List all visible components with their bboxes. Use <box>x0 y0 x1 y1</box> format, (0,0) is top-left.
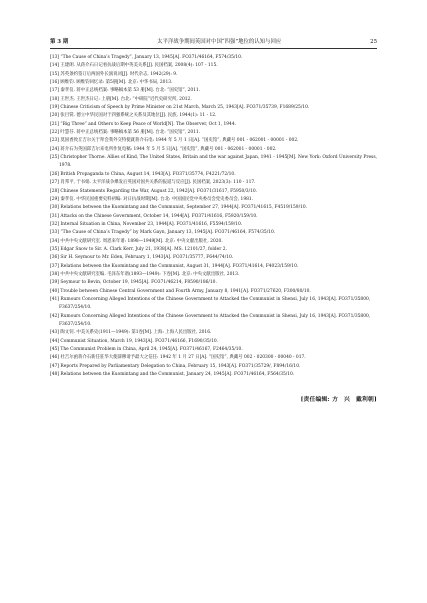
reference-list <box>50 54 377 379</box>
reference-item: [27] 肖邦平, 于书娟. 太平洋战争爆发后英国对国共关系的报道与反应[J]. 民国档案, 2023(3): 110 - 117. <box>50 180 256 186</box>
responsible-editor: [责任编辑: 方 兴 戴利朝] <box>300 397 377 404</box>
reference-item: [31] Attacks on the Chinese Government, October 14, 1944[A]. FO371/41616, F5920/159/10. <box>50 213 258 219</box>
reference-item: [14] 王建朗. 从蒋介石日记看抗战后期中英美关系[J]. 民国档案, 2008(4): 107 - 115. <box>50 63 218 69</box>
page-number: 25 <box>370 39 377 45</box>
reference-item: [30] Relations between the Kuomintang and the Communist, September 27, 1944[A]. FO371/41615, F4519/159/10. <box>50 205 308 211</box>
reference-item: [13] “The Cause of China’s Tragedy”, January 13, 1945[A]. FO371/46164, F574/35/10. <box>50 55 243 60</box>
reference-item: [34] 中共中央文献研究室. 周恩来年谱: 1898—1949[M]. 北京: 中央文献出版社, 2020. <box>50 238 223 244</box>
reference-item: [40] Trouble between Chinese Central Government and Fourth Army, January 8, 1941[A]. FO371/27620, F300/80/10. <box>50 288 311 294</box>
reference-item: [20] 张目铣. 德立中华民国对于四强系统之关系及其地位[J]. 民族, 1944(1): 11 - 12. <box>50 113 217 119</box>
reference-item: [26] British Propaganda to China, August 14, 1943[A]. FO371/35774, F4221/72/10. <box>50 171 236 177</box>
reference-item: [23] 莫国香致丘吉尔关于拜会我外交特使就蒋介石电: 1944 年 5 月 1 日[A]. “国史馆”, 典藏号 001 - 062001 - 00001 - 002. <box>50 138 299 144</box>
reference-item: [15] 苏英条约签订后两国外长演说词[J]. 时代杂志, 1942(29): 9. <box>50 71 178 77</box>
running-title: 太平洋战争期间英国对中国“四强”地位的认知与回应 <box>157 39 282 45</box>
reference-item: [45] The Communist Problem in China, April 24, 1945[A]. FO371/46167, F2464/35/10. <box>50 347 243 353</box>
reference-item: [43] 陶文钊. 中美关系史(1911—1949): 第1卷[M]. 上海: 上海人民出版社, 2016. <box>50 330 212 336</box>
reference-item: [41] Rumours Concerning Alleged Intentions of the Chinese Government to Attacked the Communist in Shensi, July 16, 1943[A]. FO371/35800, F3637/254/10. <box>50 296 371 311</box>
issue-number: 第 3 期 <box>50 39 69 45</box>
reference-item: [16] 顾维钧. 顾维钧回忆录: 第5册[M]. 北京: 中华书局, 2013. <box>50 80 173 86</box>
reference-item: [39] Seymour to Bevin, October 19, 1945[A]. FO371/46214, F8590/186/10. <box>50 280 217 286</box>
reference-item: [19] Chinese Criticism of Speech by Prime Minister on 21st March, March 25, 1943[A]. FO371/35739, F1689/25/10. <box>50 105 310 111</box>
reference-item: [47] Reports Prepared by Parliamentary Delegation to China, February 15, 1943[A]. FO371/35729/, F894/16/10. <box>50 363 301 369</box>
reference-item: [17] 秦孝仪. 蒋中正总统档案: 事略稿本第 53 册[M]. 台北: “国史馆”, 2011. <box>50 88 201 94</box>
page-header <box>50 39 377 49</box>
reference-item: [38] 中共中央文献研究室编. 毛泽东年谱(1893—1949): 下卷[M]. 北京: 中央文献出版社, 2013. <box>50 271 240 277</box>
reference-item: [32] Internal Situation in China, November 23, 1944[A]. FO371/41616, F5594/159/10. <box>50 221 243 227</box>
reference-item: [42] Rumours Concerning Alleged Intentions of the Chinese Government to Attacked the Communist in Shensi, July 16, 1943[A]. FO371/35800, F3637/254/10. <box>50 313 371 327</box>
reference-item: [24] 蒋介石为英国邱吉尔来电所作复电稿: 1944 年 5 月 5 日[A]. “国史馆”, 典藏号 001 - 062001 - 00001 - 002. <box>50 146 277 152</box>
reference-item: [36] Sir H. Seymour to Mr. Eden, February 1, 1943[A]. FO371/35777, F644/74/10. <box>50 255 234 261</box>
reference-item: [35] Edgar Snow to Sir. A. Clark Kerr, July 21, 1938[A]. MS. 12101/27, folder 2. <box>50 246 227 252</box>
reference-item: [21] “Big Three” and Others to Keep Peace of World[N]. The Observer, Oct 1, 1944. <box>50 121 237 127</box>
reference-item: [46] 杜吉尔函蒋介石新任驻华大使薛穆请予最大之信任: 1942 年 1 月 27 日[A]. “国史馆”, 典藏号 002 - 020300 - 00040 - 017. <box>50 355 306 361</box>
reference-item: [37] Relations between the Kuomintang and the Communist, August 31, 1944[A]. FO371/41614, F4023/159/10. <box>50 263 299 269</box>
reference-item: [18] 王世杰. 王世杰日记: 上册[M]. 台北: “中研院”近代史研究所, 2012. <box>50 96 192 102</box>
reference-item: [44] Communist Situation, March 19, 1943[A]. FO371/46166, F1690/35/10. <box>50 338 219 344</box>
reference-item: [33] “The Cause of China’s Tragedy” by Mark Gayn, January 13, 1945[A]. FO371/46164, F574/35/10. <box>50 230 276 236</box>
reference-item: [25] Christopher Thorne. Allies of Kind, The United States, Britain and the war against Japan, 1941 - 1945[M]. New York: Oxford University Press, 1978. <box>50 155 377 169</box>
reference-item: [28] Chinese Statements Regarding the War, August 22, 1942[A]. FO371/31617, F5950/3/10. <box>50 188 258 194</box>
reference-item: [22] 叶慧芬. 蒋中正总统档案: 事略稿本第 56 册[M]. 台北: “国史馆”, 2011. <box>50 130 201 136</box>
reference-item: [29] 秦孝仪. 中华民国重要史料初编: 对日抗战时期[M]. 台北: 中国国民党中央委员会党史委员会, 1981. <box>50 196 254 202</box>
reference-item: [48] Relations between the Kuomintang and the Communist, January 24, 1945[A]. FO371/46164, F564/35/10. <box>50 372 295 378</box>
